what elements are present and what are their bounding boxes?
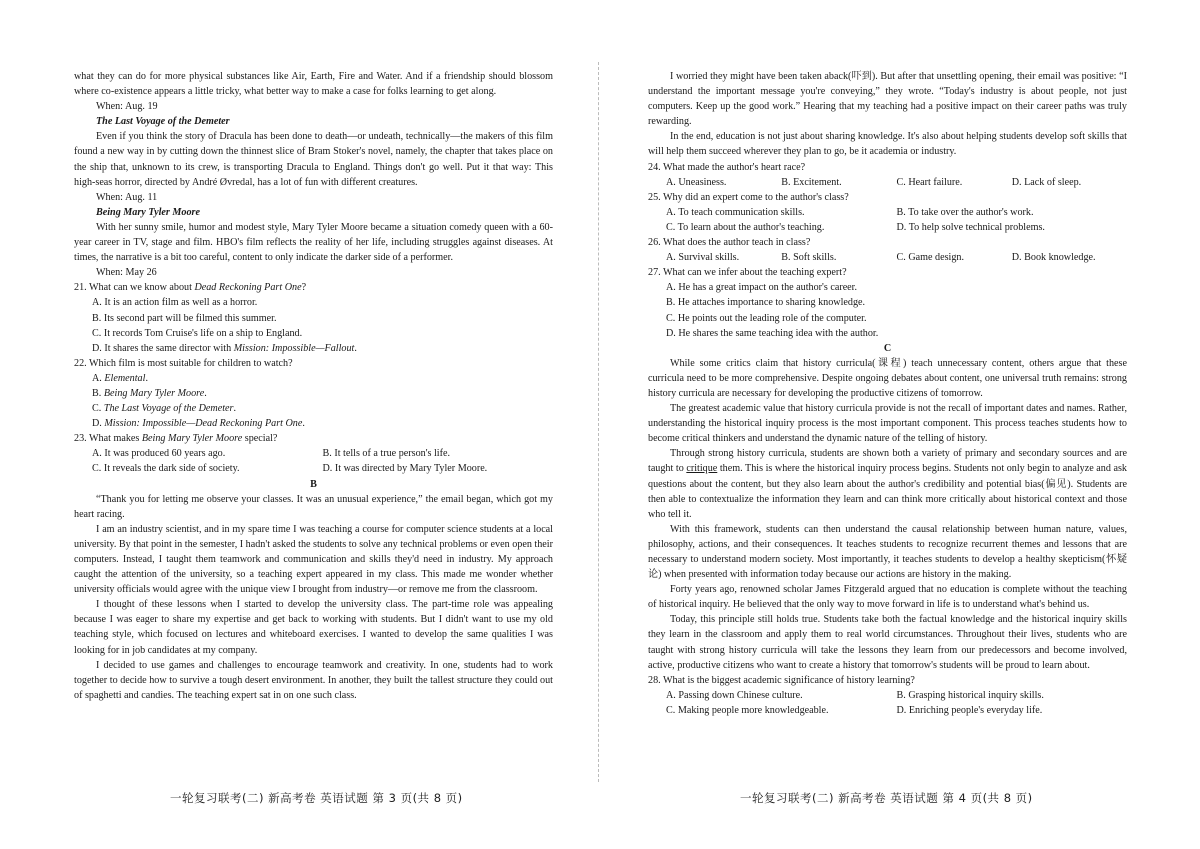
option: A. Passing down Chinese culture. <box>666 689 803 701</box>
column-divider <box>598 62 599 782</box>
option: C. It reveals the dark side of society. <box>92 463 240 475</box>
film-title: Being Mary Tyler Moore <box>96 206 200 218</box>
option: A. Survival skills. <box>666 252 740 264</box>
option: B. Soft skills. <box>781 252 837 264</box>
options-row <box>648 703 1127 718</box>
option: A. It was produced 60 years ago. <box>92 448 226 460</box>
options-row <box>648 220 1127 235</box>
page-footer-right: 一轮复习联考(二) 新高考卷 英语试题 第 4 页(共 8 页) <box>740 791 1033 805</box>
option: B. Its second part will be filmed this summer. <box>92 312 277 324</box>
question-25: 25. Why did an expert come to the author's class? <box>648 191 849 203</box>
passage-paragraph: I thought of these lessons when I started to develop the university class. The part-time role was appealing because I was eager to share my expertise and get back to working with students. But I didn't want to use my old teaching style, which focused on lectures and whiteboard exercises. I wanted to develop the same qualities I was looking for in job candidates at my company. <box>74 599 553 656</box>
passage-paragraph: I decided to use games and challenges to encourage teamwork and creativity. In one, students had to work together to decide how to survive a tough desert environment. In another, they built the tallest structure they could out of spaghetti and candies. The teaching expert sat in on one such class. <box>74 659 553 701</box>
option: A. It is an action film as well as a horror. <box>92 297 258 309</box>
options-row <box>648 175 1127 190</box>
option: D. To help solve technical problems. <box>896 221 1045 233</box>
option: A. He has a great impact on the author's career. <box>666 282 858 294</box>
passage-paragraph: The greatest academic value that history curricula provide is not the recall of important dates and names. Rather, understanding the historical inquiry process is the most important component. This process teaches students how to become critical thinkers and understand the dynamic nature of the telling of history. <box>648 403 1127 445</box>
options-row <box>648 205 1127 220</box>
option: B. He attaches importance to sharing knowledge. <box>666 297 866 309</box>
passage-paragraph: Forty years ago, renowned scholar James Fitzgerald argued that no education is complete without the teaching of historical inquiry. He believed that the only way to move forward in life is to understand what's behind us. <box>648 584 1127 611</box>
question-22: 22. Which film is most suitable for children to watch? <box>74 357 293 369</box>
option: D. He shares the same teaching idea with the author. <box>666 327 879 339</box>
question-28: 28. What is the biggest academic significance of history learning? <box>648 674 915 686</box>
option: B. Grasping historical inquiry skills. <box>896 689 1044 701</box>
film-title: The Last Voyage of the Demeter <box>96 116 230 128</box>
option: D. Mission: Impossible—Dead Reckoning Part One. <box>92 418 305 430</box>
question-23: 23. What makes Being Mary Tyler Moore special? <box>74 433 278 445</box>
option: A. Elemental. <box>92 372 148 384</box>
passage-paragraph: Today, this principle still holds true. Students take both the factual knowledge and the historical inquiry skills they learn in the classroom and apply them to real world circumstances. Throughout their lives, students who are taught with strong history curricula will take the lessons they learn from our predecessors and become involved, active, productive citizens who want to create a history that tomorrow's students will be proud to learn about. <box>648 614 1127 671</box>
option: C. Game design. <box>896 252 964 264</box>
passage-paragraph: While some critics claim that history curricula(课程) teach unnecessary content, others argue that these curricula need to be more comprehensive. Despite ongoing debates about content, one universal truth remains: strong history curricula are necessary for developing the productive citizens of tomorrow. <box>648 357 1127 399</box>
option: C. Making people more knowledgeable. <box>666 704 829 716</box>
options-row <box>648 688 1127 703</box>
option: C. Heart failure. <box>896 176 963 188</box>
question-26: 26. What does the author teach in class? <box>648 237 811 249</box>
option: D. Book knowledge. <box>1011 252 1096 264</box>
passage-paragraph: With this framework, students can then understand the causal relationship between human nature, values, philosophy, actions, and their consequences. It teaches students to recognize recurrent themes and lessons that are necessary to understand modern society. Most importantly, it teaches students to develop a healthy skepticism(怀疑论) when presented with information today because our actions are history in the making. <box>648 523 1127 581</box>
option: B. It tells of a true person's life. <box>322 448 451 460</box>
option: D. It was directed by Mary Tyler Moore. <box>322 463 488 475</box>
options-row <box>648 250 1127 265</box>
question-24: 24. What made the author's heart race? <box>648 161 806 173</box>
film-description: Even if you think the story of Dracula has been done to death—or undeath, technically—the makers of this film found a new way in by cutting down the thinnest slice of Bram Stoker's novel, namely, the chapter that takes place on the ship that, unknown to its crew, is transporting Dracula to England. Things don't go well. Put it that way: This high-seas horror, directed by André Øvredal, has a lot of fun with different creatures. <box>74 131 553 188</box>
passage-paragraph: I worried they might have been taken aback(吓到). But after that unsettling opening, their email was positive: “I understand the important message you're conveying,” they wrote. “Today's industry is about people, not just computers. Keep up the good work.” Hearing that my teaching had a positive impact on their career paths was truly rewarding. <box>648 71 1127 128</box>
option: A. To teach communication skills. <box>666 206 805 218</box>
section-heading-b: B <box>310 478 317 490</box>
options-row <box>74 461 553 476</box>
section-heading-c: C <box>883 342 892 354</box>
options-row <box>74 446 553 461</box>
passage-paragraph: In the end, education is not just about sharing knowledge. It's also about helping students develop soft skills that will help them succeed wherever they plan to go, be it academia or industry. <box>648 131 1127 158</box>
option: C. The Last Voyage of the Demeter. <box>92 403 236 415</box>
option: B. Being Mary Tyler Moore. <box>92 387 207 399</box>
release-date: When: Aug. 19 <box>96 101 158 113</box>
passage-paragraph: Through strong history curricula, students are shown both a variety of primary and secondary sources and are taught to critique them. This is where the historical inquiry process begins. Students not only begin to analyze and ask questions about the content, but they also learn about the author's credibility and potential bias(偏见). Students are then able to contextualize the information they learn and can think more critically about historical context and those who tell it. <box>648 448 1127 520</box>
page-footer-left: 一轮复习联考(二) 新高考卷 英语试题 第 3 页(共 8 页) <box>170 791 463 805</box>
option: C. It records Tom Cruise's life on a ship to England. <box>92 327 303 339</box>
passage-paragraph: “Thank you for letting me observe your classes. It was an unusual experience,” the email began, which got my heart racing. <box>74 493 553 520</box>
option: B. To take over the author's work. <box>896 206 1034 218</box>
question-21: 21. What can we know about Dead Reckoning Part One? <box>74 282 307 294</box>
intro-paragraph: what they can do for more physical substances like Air, Earth, Fire and Water. And if a friendship should blossom where co-existence appears a little tricky, what better way to make a case for folks learning to get along. <box>74 71 553 98</box>
left-page-column <box>74 69 553 703</box>
release-date: When: May 26 <box>96 267 157 279</box>
option: D. It shares the same director with Mission: Impossible—Fallout. <box>92 342 357 354</box>
option: C. To learn about the author's teaching. <box>666 221 825 233</box>
release-date: When: Aug. 11 <box>96 191 158 203</box>
passage-paragraph: I am an industry scientist, and in my spare time I was teaching a course for computer science students at a local university. By that point in the semester, I hadn't asked the students to solve any technical problems or even open their computers. Instead, I taught them teamwork and communication and skills they'd need in industry. My approach caught the attention of the university, so a teaching expert appeared in my class. This made me wonder whether university officials would agree with the unique view I brought from industry—or remove me from the classroom. <box>74 523 553 596</box>
option: C. He points out the leading role of the computer. <box>666 312 867 324</box>
film-description: With her sunny smile, humor and modest style, Mary Tyler Moore became a situation comedy queen with a 60-year career in TV, stage and film. HBO's film reflects the reality of her life, including struggles against diseases. At times, the narrative is a bit too careful, content to only indicate the darker side of a performer. <box>74 221 553 264</box>
underlined-word: critique <box>686 463 718 475</box>
right-page-column <box>648 69 1127 718</box>
option: D. Enriching people's everyday life. <box>896 704 1043 716</box>
option: D. Lack of sleep. <box>1011 176 1082 188</box>
option: B. Excitement. <box>781 176 842 188</box>
option: A. Uneasiness. <box>666 176 727 188</box>
question-27: 27. What can we infer about the teaching expert? <box>648 267 847 279</box>
